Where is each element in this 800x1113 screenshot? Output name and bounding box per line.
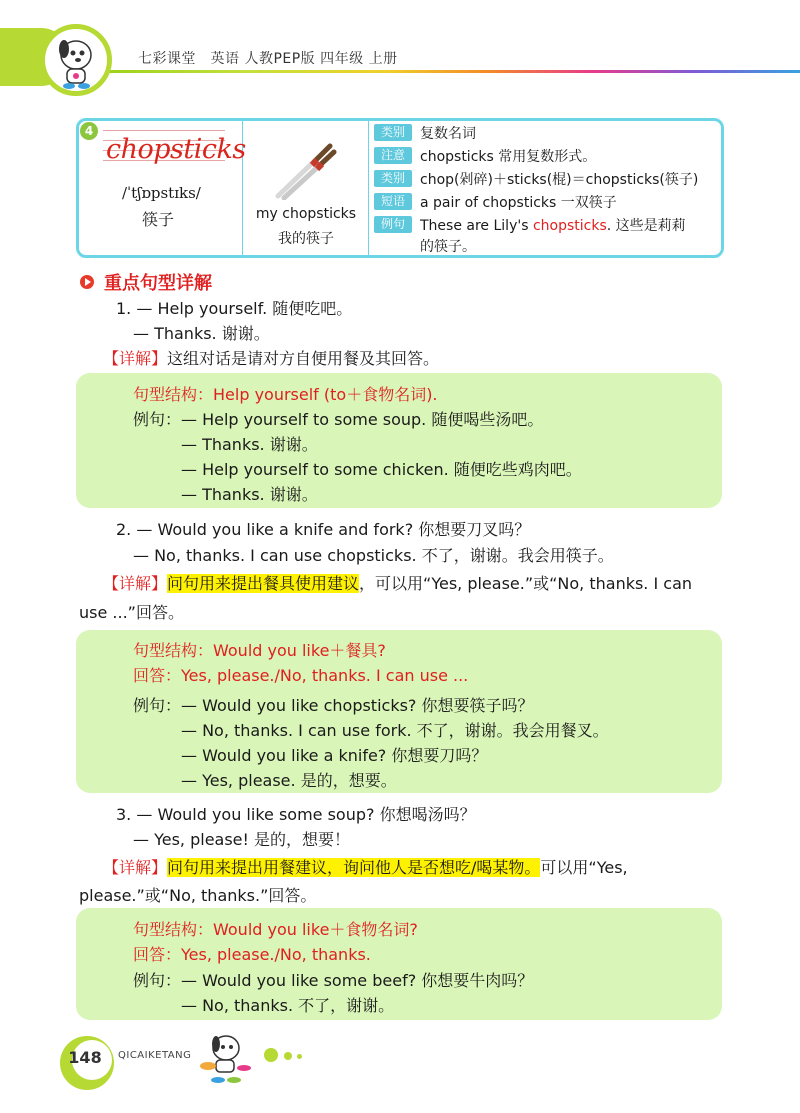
page-number: 148 (68, 1048, 102, 1067)
header-rainbow-line (108, 70, 800, 73)
decorative-dot (264, 1048, 278, 1062)
dialog-line: 2. — Would you like a knife and fork? 你想要刀叉吗？ (116, 520, 531, 539)
decorative-dot (297, 1054, 302, 1059)
example-line: 例句：— Would you like some beef? 你想要牛肉吗？ (133, 971, 534, 990)
explain-text: 这组对话是请对方自便用餐及其回答。 (167, 349, 440, 368)
pattern-structure: 句型结构：Help yourself (to＋食物名词). (133, 385, 438, 404)
example-highlight-word: chopsticks (532, 218, 607, 234)
pattern-structure: 句型结构：Would you like＋餐具? (133, 641, 386, 660)
image-caption-en: my chopsticks (255, 206, 357, 222)
explain-tag: 【详解】 (103, 349, 168, 368)
vocab-meaning: 筷子 (142, 210, 175, 229)
example-line: — Yes, please. 是的，想要。 (181, 771, 397, 790)
explain-highlight: 问句用来提出餐具使用建议 (167, 574, 360, 593)
example-text: . 这些是莉莉 (606, 218, 686, 234)
example-line: — Would you like a knife? 你想要刀吗？ (181, 746, 488, 765)
example-line: — No, thanks. I can use fork. 不了，谢谢。我会用餐叉。 (181, 721, 609, 740)
tag-note: 注意 (374, 147, 412, 164)
example-line: 例句：— Help yourself to some soup. 随便喝些汤吧。 (133, 410, 544, 429)
pattern-answer: 回答：Yes, please./No, thanks. I can use ... (133, 666, 469, 685)
info-category: 复数名词 (420, 126, 476, 142)
example-line: — No, thanks. 不了，谢谢。 (181, 996, 395, 1015)
vocab-number-badge: 4 (80, 122, 98, 140)
explain-tag: 【详解】 (103, 574, 168, 593)
pattern-answer: 回答：Yes, please./No, thanks. (133, 945, 371, 964)
info-note: chopsticks 常用复数形式。 (420, 149, 597, 165)
dialog-line: — No, thanks. I can use chopsticks. 不了，谢谢。我会用筷子。 (133, 546, 614, 565)
info-example (420, 215, 686, 235)
image-caption-cn: 我的筷子 (278, 231, 334, 247)
info-phrase: a pair of chopsticks 一双筷子 (420, 195, 617, 211)
dialog-line: 1. — Help yourself. 随便吃吧。 (116, 299, 353, 318)
example-line: 例句：— Would you like chopsticks? 你想要筷子吗？ (133, 696, 534, 715)
example-line: — Thanks. 谢谢。 (181, 435, 318, 454)
explain-text: 可以用“Yes, (540, 858, 628, 877)
explain-line: use ...”回答。 (79, 603, 184, 622)
example-line: — Thanks. 谢谢。 (181, 485, 318, 504)
vocab-divider (368, 121, 369, 255)
play-bullet-icon (80, 275, 94, 289)
example-line: — Help yourself to some chicken. 随便吃些鸡肉吧。 (181, 460, 582, 479)
header-title: 七彩课堂 英语 人教PEP版 四年级 上册 (138, 51, 398, 67)
example-text: These are Lily's (420, 218, 533, 234)
mascot-dog-icon (40, 24, 112, 96)
dialog-line: 3. — Would you like some soup? 你想喝汤吗？ (116, 805, 476, 824)
info-formation: chop(剁碎)＋sticks(棍)＝chopsticks(筷子) (420, 172, 699, 188)
explain-tag: 【详解】 (103, 858, 168, 877)
explain-line (103, 855, 628, 878)
vocab-phonetic: /ˈtʃɒpstɪks/ (122, 184, 201, 202)
explain-line: please.”或“No, thanks.”回答。 (79, 886, 317, 905)
explain-highlight: 问句用来提出用餐建议，询问他人是否想吃/喝某物。 (167, 858, 541, 877)
info-example-line2: 的筷子。 (420, 239, 476, 255)
mascot-dog-icon (196, 1028, 256, 1086)
tag-formation: 类别 (374, 170, 412, 187)
tag-example: 例句 (374, 216, 412, 233)
dialog-line: — Thanks. 谢谢。 (133, 324, 270, 343)
tag-phrase: 短语 (374, 193, 412, 210)
explain-line (103, 346, 439, 369)
decorative-dot (284, 1052, 292, 1060)
pattern-structure: 句型结构：Would you like＋食物名词? (133, 920, 418, 939)
tag-category: 类别 (374, 124, 412, 141)
explain-text: ，可以用“Yes, please.”或“No, thanks. I can (359, 574, 693, 593)
footer-brand: QICAIKETANG (118, 1050, 192, 1061)
dialog-line: — Yes, please! 是的，想要！ (133, 830, 351, 849)
vocab-word: chopsticks (106, 134, 246, 165)
chopsticks-image (268, 138, 338, 200)
section-title: 重点句型详解 (104, 273, 212, 294)
explain-line (103, 571, 692, 594)
